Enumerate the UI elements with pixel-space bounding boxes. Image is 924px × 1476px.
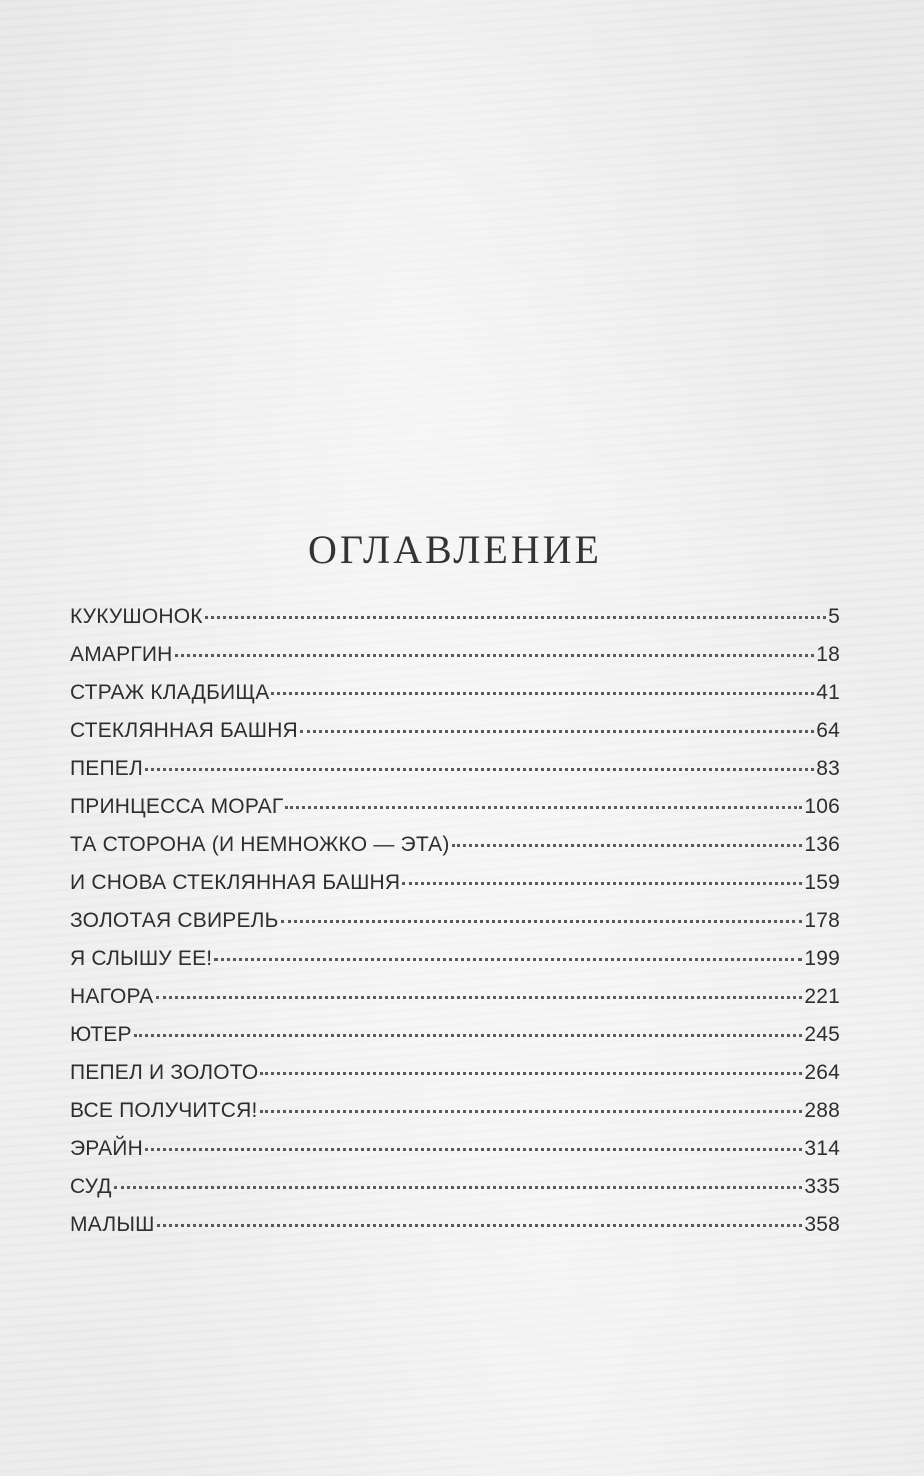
toc-entry-page-number: 106 [804, 795, 840, 818]
toc-entry [70, 1137, 840, 1175]
toc-entry-page-number: 358 [804, 1213, 840, 1236]
toc-entry-label: СТРАЖ КЛАДБИЩА [70, 681, 270, 704]
dot-leader [205, 616, 826, 619]
dot-leader [114, 1186, 803, 1189]
toc-entry-page-number: 64 [816, 719, 840, 742]
dot-leader [402, 882, 802, 885]
toc-entry-label: ЗОЛОТАЯ СВИРЕЛЬ [70, 909, 279, 932]
toc-entry-page-number: 83 [816, 757, 840, 780]
toc-entry [70, 681, 840, 719]
toc-entry [70, 947, 840, 985]
dot-leader [452, 844, 803, 847]
dot-leader [260, 1110, 803, 1113]
toc-entry-label: ВСЕ ПОЛУЧИТСЯ! [70, 1099, 258, 1122]
dot-leader [145, 1148, 802, 1151]
toc-entry-label: НАГОРА [70, 985, 154, 1008]
toc-entry-label: И СНОВА СТЕКЛЯННАЯ БАШНЯ [70, 871, 401, 894]
toc-entry [70, 643, 840, 681]
page-title: ОГЛАВЛЕНИЕ [308, 527, 602, 572]
dot-leader [134, 1034, 803, 1037]
toc-entry [70, 605, 840, 643]
toc-entry-page-number: 264 [804, 1061, 840, 1084]
toc-entry [70, 985, 840, 1023]
toc-entry [70, 833, 840, 871]
toc-entry-label: КУКУШОНОК [70, 605, 203, 628]
toc-entry-label: ЭРАЙН [70, 1137, 143, 1160]
toc-entry-label: МАЛЫШ [70, 1213, 155, 1236]
dot-leader [285, 806, 802, 809]
dot-leader [271, 692, 814, 695]
toc-entry-label: ПЕПЕЛ [70, 757, 143, 780]
toc-entry [70, 757, 840, 795]
toc-entry-page-number: 136 [804, 833, 840, 856]
dot-leader [156, 996, 803, 999]
toc-entry-label: ПЕПЕЛ И ЗОЛОТО [70, 1061, 259, 1084]
toc-entry [70, 909, 840, 947]
dot-leader [300, 730, 814, 733]
dot-leader [281, 920, 803, 923]
toc-entry-label: ЮТЕР [70, 1023, 132, 1046]
toc-entry [70, 1061, 840, 1099]
toc-entry-page-number: 314 [804, 1137, 840, 1160]
toc-entry-page-number: 5 [828, 605, 840, 628]
toc-entry-page-number: 178 [804, 909, 840, 932]
toc-entry [70, 1175, 840, 1213]
toc-entry [70, 719, 840, 757]
toc-entry-label: СТЕКЛЯННАЯ БАШНЯ [70, 719, 298, 742]
toc-entry [70, 1099, 840, 1137]
toc-entry-page-number: 199 [804, 947, 840, 970]
toc-entry-label: ТА СТОРОНА (И НЕМНОЖКО — ЭТА) [70, 833, 450, 856]
toc-entry-page-number: 18 [816, 643, 840, 666]
dot-leader [157, 1224, 803, 1227]
dot-leader [145, 768, 814, 771]
toc-entry-label: СУД [70, 1175, 112, 1198]
table-of-contents [70, 605, 840, 1251]
toc-entry-page-number: 245 [804, 1023, 840, 1046]
toc-entry [70, 795, 840, 833]
toc-entry-label: АМАРГИН [70, 643, 173, 666]
toc-entry [70, 1023, 840, 1061]
dot-leader [175, 654, 815, 657]
toc-entry-page-number: 221 [804, 985, 840, 1008]
toc-entry [70, 1213, 840, 1251]
toc-entry [70, 871, 840, 909]
toc-entry-page-number: 335 [804, 1175, 840, 1198]
dot-leader [260, 1072, 802, 1075]
toc-entry-label: Я СЛЫШУ ЕЕ! [70, 947, 213, 970]
dot-leader [214, 958, 802, 961]
toc-entry-page-number: 159 [804, 871, 840, 894]
toc-entry-page-number: 288 [804, 1099, 840, 1122]
toc-entry-label: ПРИНЦЕССА МОРАГ [70, 795, 284, 818]
toc-entry-page-number: 41 [816, 681, 840, 704]
